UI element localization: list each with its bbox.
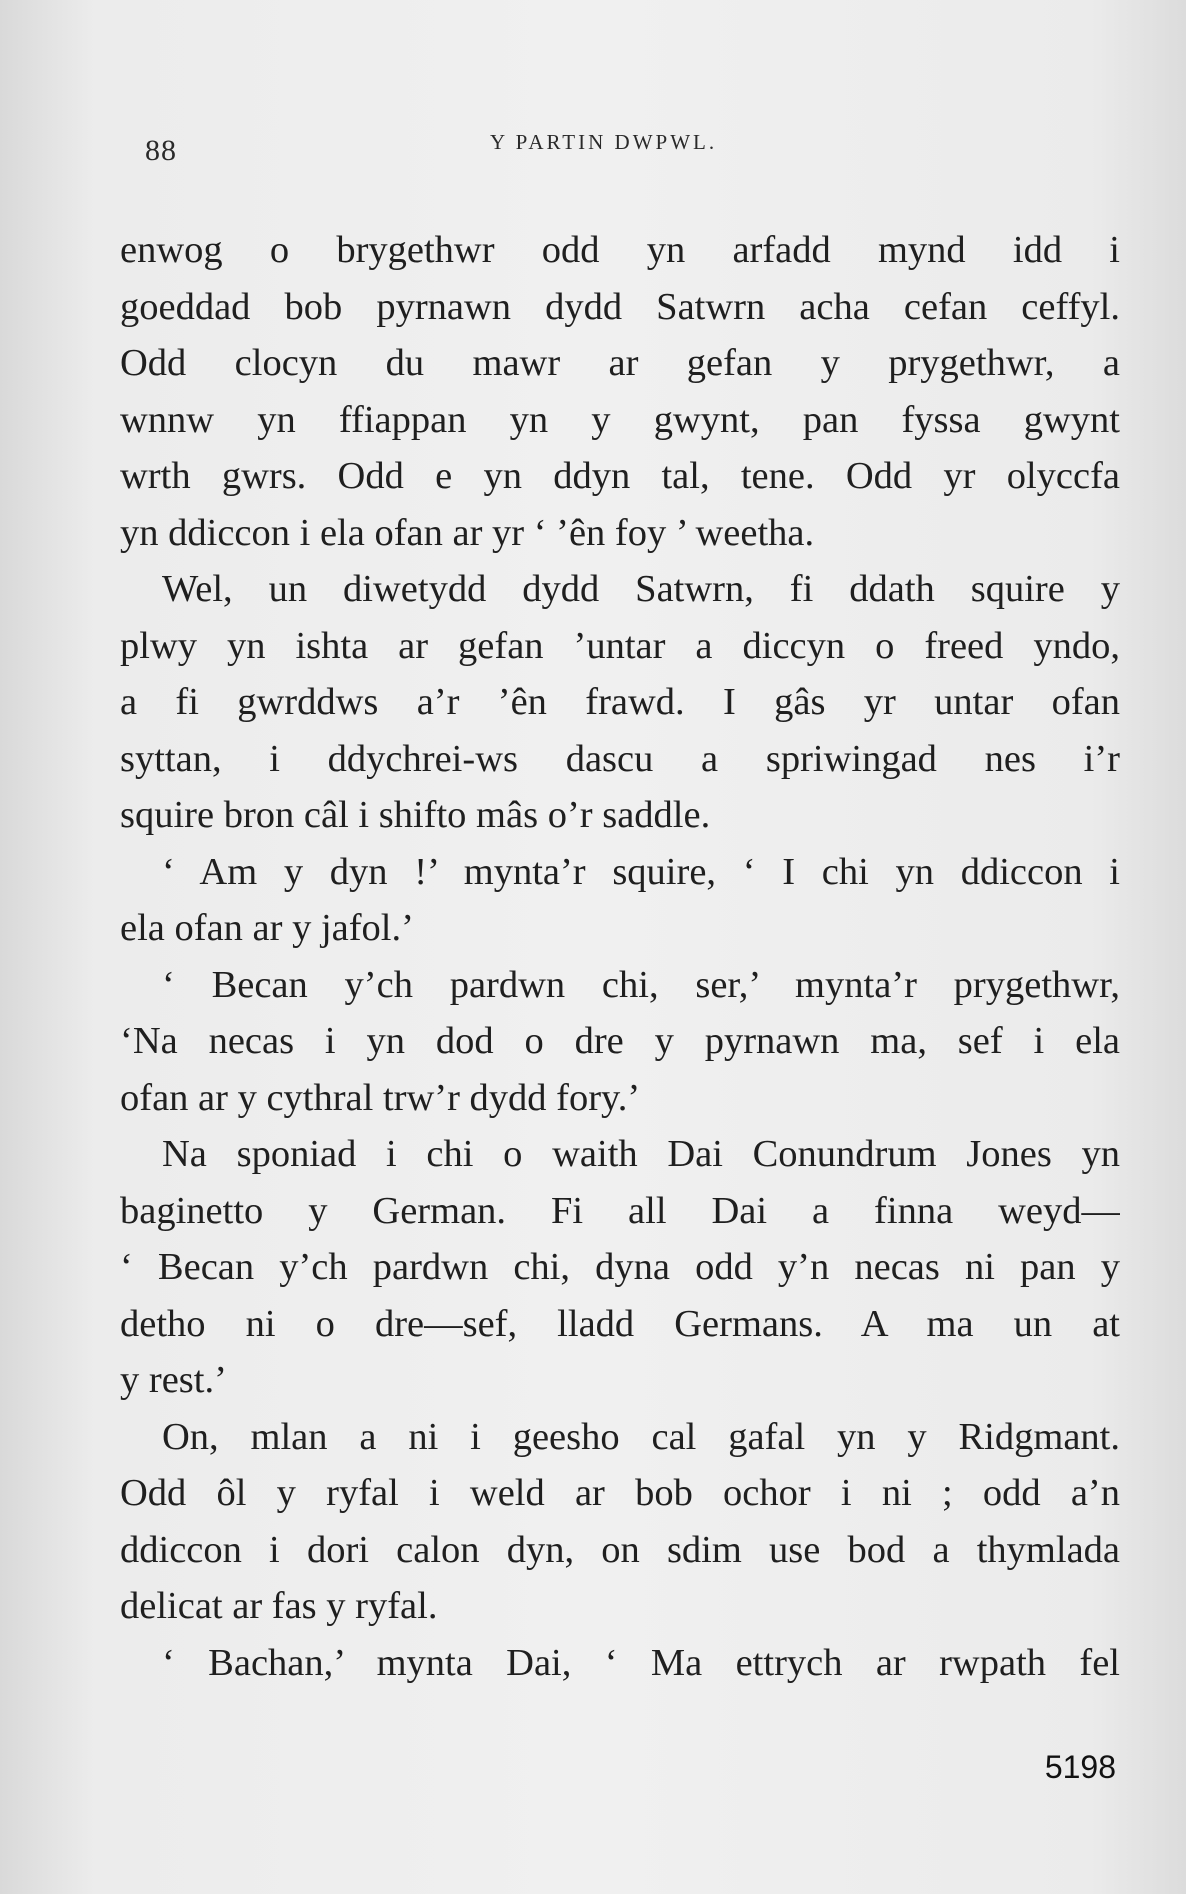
text-line: detho ni o dre—sef, lladd Germans. A ma un at xyxy=(120,1302,1120,1345)
text-line: plwy yn ishta ar gefan ’untar a diccyn o freed yndo, xyxy=(120,624,1120,667)
text-line: ela ofan ar y jafol.’ xyxy=(120,907,414,949)
text-line: ddiccon i dori calon dyn, on sdim use bod a thymlada xyxy=(120,1528,1120,1571)
text-line: y rest.’ xyxy=(120,1359,227,1401)
text-line: a fi gwrddws a’r ’ên frawd. I gâs yr untar ofan xyxy=(120,681,1120,723)
text-line: delicat ar fas y ryfal. xyxy=(120,1585,438,1627)
text-line: Na sponiad i chi o waith Dai Conundrum Jones yn xyxy=(162,1133,1120,1175)
text-line: ofan ar y cythral trw’r dydd fory.’ xyxy=(120,1076,641,1119)
text-line: baginetto y German. Fi all Dai a finna weyd— xyxy=(120,1189,1120,1232)
text-line: ‘ Am y dyn !’ mynta’r squire, ‘ I chi yn ddiccon i xyxy=(162,850,1120,893)
page-header xyxy=(145,122,1115,167)
running-title: Y PARTIN DWPWL. xyxy=(490,130,718,154)
text-line: ‘ Bachan,’ mynta Dai, ‘ Ma ettrych ar rwpath fel xyxy=(162,1641,1120,1684)
text-line: ‘Na necas i yn dod o dre y pyrnawn ma, sef i ela xyxy=(120,1020,1120,1062)
text-line: Odd clocyn du mawr ar gefan y prygethwr, a xyxy=(120,342,1120,384)
text-line: yn ddiccon i ela ofan ar yr ‘ ’ên foy ’ weetha. xyxy=(120,511,815,554)
archive-number: 5198 xyxy=(1044,1749,1116,1785)
text-line: Wel, un diwetydd dydd Satwrn, fi ddath squire y xyxy=(162,568,1120,610)
text-line: squire bron câl i shifto mâs o’r saddle. xyxy=(120,794,711,836)
text-line: goeddad bob pyrnawn dydd Satwrn acha cefan ceffyl. xyxy=(120,285,1120,328)
page-number: 88 xyxy=(145,134,177,167)
text-line: On, mlan a ni i geesho cal gafal yn y Ridgmant. xyxy=(162,1415,1120,1458)
text-line: enwog o brygethwr odd yn arfadd mynd idd i xyxy=(120,229,1120,271)
text-line: ‘ Becan y’ch pardwn chi, ser,’ mynta’r prygethwr, xyxy=(162,963,1120,1006)
text-line: ‘ Becan y’ch pardwn chi, dyna odd y’n necas ni pan y xyxy=(120,1246,1120,1288)
text-line: Odd ôl y ryfal i weld ar bob ochor i ni ; odd a’n xyxy=(120,1472,1120,1514)
text-line: wrth gwrs. Odd e yn ddyn tal, tene. Odd yr olyccfa xyxy=(120,455,1120,497)
text-line: wnnw yn ffiappan yn y gwynt, pan fyssa gwynt xyxy=(120,398,1120,441)
text-line: syttan, i ddychrei-ws dascu a spriwingad nes i’r xyxy=(120,737,1120,780)
body-text xyxy=(120,222,1120,1691)
